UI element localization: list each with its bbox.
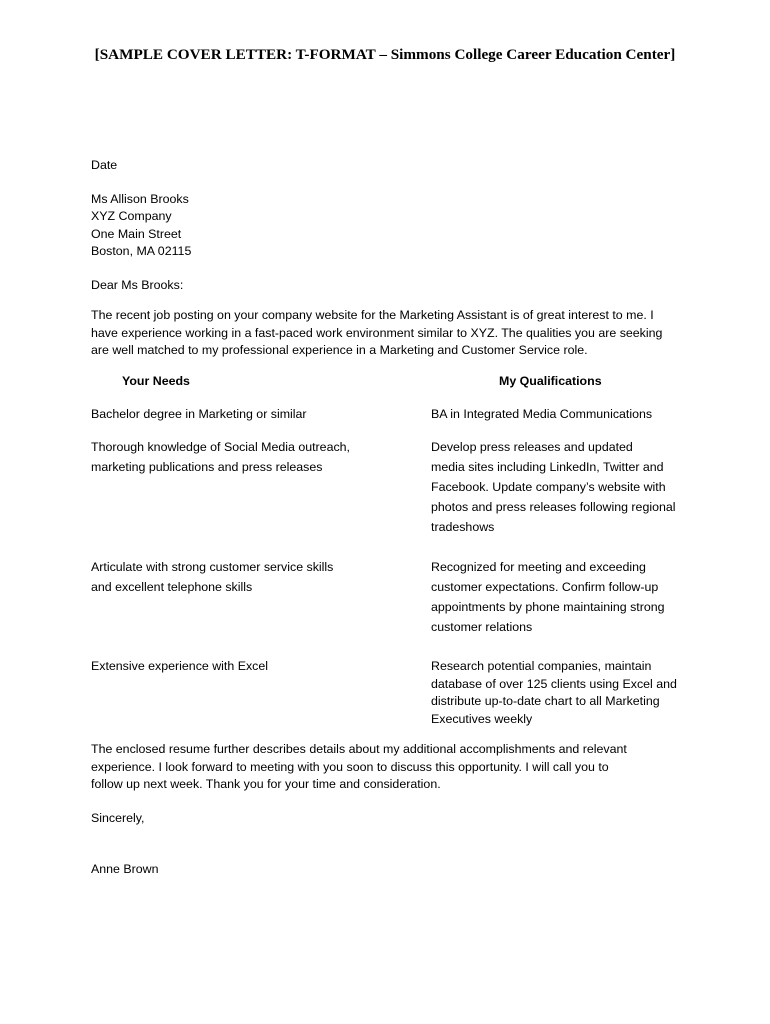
salutation: Dear Ms Brooks: <box>91 278 184 292</box>
intro-line: have experience working in a fast-paced work environment similar to XYZ. The qualities you are seeking <box>91 325 663 340</box>
qualification-line: Facebook. Update company’s website with <box>431 480 666 494</box>
need-cell <box>91 557 411 597</box>
closing-line: experience. I look forward to meeting with you soon to discuss this opportunity. I will call you to <box>91 759 609 774</box>
recipient-name: Ms Allison Brooks <box>91 192 189 206</box>
recipient-company: XYZ Company <box>91 209 172 224</box>
closing-paragraph <box>91 741 691 794</box>
recipient-address <box>91 191 191 261</box>
need-cell <box>91 437 411 477</box>
need-cell <box>91 656 411 676</box>
qualification-line: customer expectations. Confirm follow-up <box>431 580 659 594</box>
qualifications-column-header: My Qualifications <box>499 374 602 388</box>
qualification-line: distribute up-to-date chart to all Marketing <box>431 694 660 709</box>
qualification-line: BA in Integrated Media Communications <box>431 407 653 421</box>
qualification-line: media sites including LinkedIn, Twitter and <box>431 460 664 474</box>
closing-line: The enclosed resume further describes details about my additional accomplishments and relevant <box>91 742 627 756</box>
intro-line: The recent job posting on your company website for the Marketing Assistant is of great interest to me. I <box>91 308 654 322</box>
sign-off: Sincerely, <box>91 811 145 825</box>
needs-column-header: Your Needs <box>122 374 190 388</box>
closing-line: follow up next week. Thank you for your time and consideration. <box>91 777 441 792</box>
need-line: and excellent telephone skills <box>91 580 253 594</box>
qualification-line: Research potential companies, maintain <box>431 659 652 673</box>
recipient-city: Boston, MA 02115 <box>91 244 192 259</box>
qualification-cell <box>431 557 711 637</box>
qualification-cell <box>431 404 711 424</box>
qualification-line: Recognized for meeting and exceeding <box>431 560 646 574</box>
intro-line: are well matched to my professional experience in a Marketing and Customer Service role. <box>91 343 588 358</box>
page-title: [SAMPLE COVER LETTER: T-FORMAT – Simmons College Career Education Center] <box>94 46 676 63</box>
qualification-cell <box>431 437 711 537</box>
need-cell <box>91 404 411 424</box>
qualification-line: database of over 125 clients using Excel and <box>431 676 677 691</box>
qualification-line: Executives weekly <box>431 711 533 726</box>
need-line: Bachelor degree in Marketing or similar <box>91 407 307 421</box>
qualification-line: tradeshows <box>431 520 495 534</box>
qualification-line: Develop press releases and updated <box>431 440 633 454</box>
need-line: Articulate with strong customer service skills <box>91 560 334 574</box>
recipient-street: One Main Street <box>91 226 182 241</box>
need-line: marketing publications and press releases <box>91 460 323 474</box>
need-line: Thorough knowledge of Social Media outreach, <box>91 440 350 454</box>
signature-name: Anne Brown <box>91 862 159 876</box>
intro-paragraph <box>91 307 691 360</box>
qualification-line: customer relations <box>431 620 533 634</box>
need-line: Extensive experience with Excel <box>91 659 268 673</box>
qualification-cell <box>431 658 711 728</box>
qualification-line: appointments by phone maintaining strong <box>431 600 665 614</box>
date-label: Date <box>91 158 118 172</box>
qualification-line: photos and press releases following regional <box>431 500 676 514</box>
